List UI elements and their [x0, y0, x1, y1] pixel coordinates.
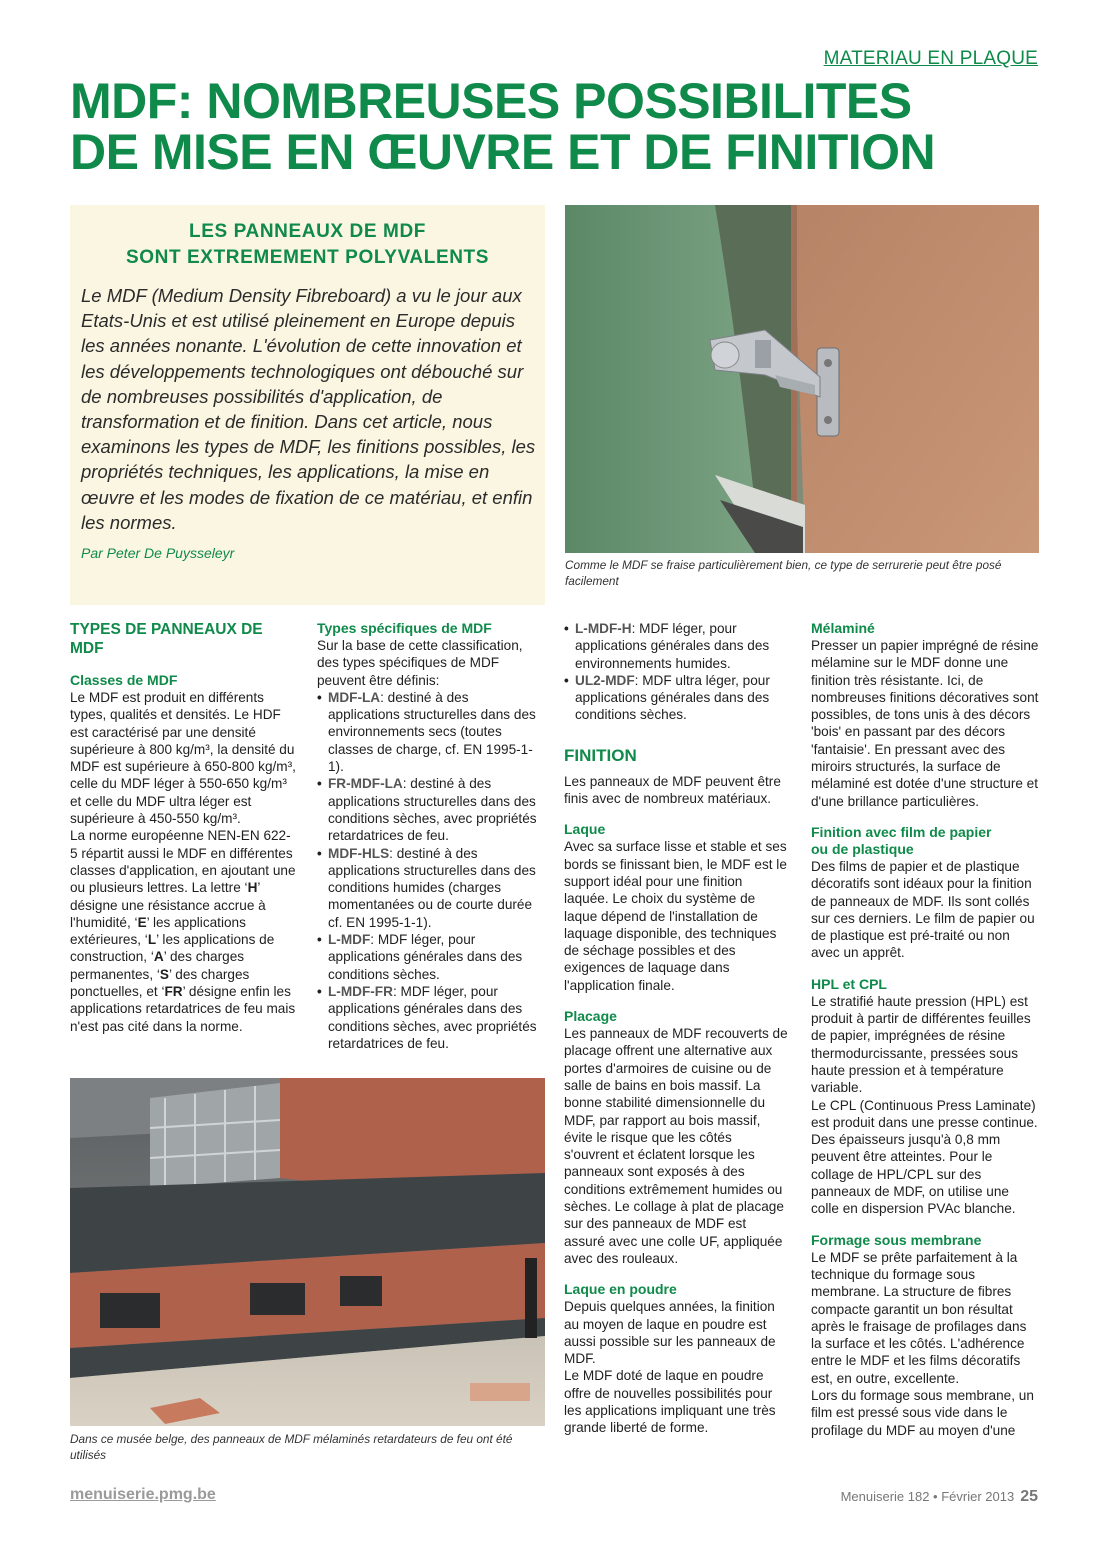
hinge-photo-caption: Comme le MDF se fraise particulièrement bien, ce type de serrurerie peut être posé facilement	[565, 558, 1002, 588]
heading-formage: Formage sous membrane	[811, 1231, 982, 1248]
footer-site-link[interactable]: menuiserie.pmg.be	[70, 1486, 216, 1503]
paragraph-hpl-2: Le CPL (Continuous Press Laminate) est produit dans une presse continue. Des épaisseurs jusqu'à 0,8 mm peuvent être atteintes. Pour le collage de HPL/CPL sur des panneaux de MDF, on utilise une colle en dispersion PVAc blanche.	[811, 1097, 1038, 1217]
intro-text: Le MDF (Medium Density Fibreboard) a vu le jour aux Etats-Unis et est utilisé pleinement en Europe depuis les années nonante. L'évolution de cette innovation et les développements technologiques ont débouché sur de nombreuses possibilités d'application, de transformation et de finition. Dans cet article, nous examinons les types de MDF, les finitions possibles, les propriétés techniques, les applications, la mise en œuvre et les modes de fixation de ce matériau, et enfin les normes.	[81, 285, 536, 533]
museum-photo	[70, 1078, 545, 1426]
section-label: MATERIAU EN PLAQUE	[823, 48, 1038, 69]
column-2	[317, 620, 543, 1052]
list-item: • MDF-LA: destiné à des applications structurelles dans des environnements secs (toutes classes de charge, cf. EN 1995-1-1).	[317, 689, 543, 775]
paragraph-melamine: Presser un papier imprégné de résine mélamine sur le MDF donne une finition très résistante. Ici, de nombreuses finitions décoratives sont possibles, de tons unis à des décors 'bois' en passant par des décors 'fantaisie'. En pressant avec des miroirs structurés, la surface de mélaminé est dotée d'une structure et d'une brillance particulières.	[811, 638, 1039, 809]
heading-hpl-cpl: HPL et CPL	[811, 975, 887, 992]
list-item: • FR-MDF-LA: destiné à des applications structurelles dans des conditions sèches, avec propriétés retardatrices de feu.	[317, 775, 543, 844]
hinge-photo	[565, 205, 1039, 553]
title-line-1: MDF: NOMBREUSES POSSIBILITES	[70, 73, 912, 129]
intro-box	[70, 205, 545, 605]
heading-specific-types: Types spécifiques de MDF	[317, 620, 492, 636]
column-1	[70, 620, 296, 1035]
heading-film: Finition avec film de papier ou de plastique	[811, 823, 992, 857]
heading-melamine: Mélaminé	[811, 620, 875, 636]
paragraph-poudre-1: Depuis quelques années, la finition au moyen de laque en poudre est aussi possible sur les panneaux de MDF.	[564, 1299, 776, 1367]
heading-placage: Placage	[564, 1008, 617, 1025]
paragraph-hpl-1: Le stratifié haute pression (HPL) est produit à partir de différentes feuilles de papier, imprégnées de résine thermodurcissante, pressées sous haute pression et à température variable.	[811, 993, 1031, 1096]
paragraph-formage-1: Le MDF se prête parfaitement à la technique du formage sous membrane. La structure de fibres compacte garantit un bon résultat après le fraisage de profilages dans la surface et les côtés. L'adhérence entre le MDF et les films décoratifs est, en outre, excellente.	[811, 1249, 1027, 1386]
intro-heading-line-1: LES PANNEAUX DE MDF	[189, 221, 426, 242]
footer-issue	[841, 1488, 1038, 1506]
paragraph-laque: Avec sa surface lisse et stable et ses bords se finissant bien, le MDF est le support idéal pour une finition laquée. Le choix du système de laque dépend de l'installation de laquage disponible, des techniques de séchage possibles et des exigences de laquage dans l'application finale.	[564, 839, 787, 993]
paragraph-formage-2: Lors du formage sous membrane, un film est pressé sous vide dans le profilage du MDF au moyen d'une	[811, 1387, 1034, 1438]
list-item: • L-MDF-H: MDF léger, pour applications générales dans des environnements humides.	[564, 620, 790, 672]
paragraph-specific-intro: Sur la base de cette classification, des types spécifiques de MDF peuvent être définis:	[317, 638, 523, 688]
museum-photo-caption: Dans ce musée belge, des panneaux de MDF mélaminés retardateurs de feu ont été utilisés	[70, 1432, 513, 1462]
paragraph-poudre-2: Le MDF doté de laque en poudre offre de nouvelles possibilités pour les applications impliquant une très grande liberté de forme.	[564, 1368, 776, 1436]
heading-types: TYPES DE PANNEAUX DE MDF	[70, 621, 263, 657]
heading-finition: FINITION	[564, 745, 637, 765]
list-item: • L-MDF-FR: MDF léger, pour applications générales dans des conditions sèches, avec propriétés retardatrices de feu.	[317, 983, 543, 1052]
issue-label: Menuiserie 182 • Février 2013	[840, 1489, 1015, 1504]
heading-laque-poudre: Laque en poudre	[564, 1281, 677, 1298]
paragraph-norme: La norme européenne NEN-EN 622-5 répartit aussi le MDF en différentes classes d'application, en ajoutant une ou plusieurs lettres. La lettre ‘H’ désigne une résistance accrue à l'humidité, ‘E’ les applications extérieures, ‘L’ les applications de construction, ‘A’ des charges permanentes, ‘S’ des charges ponctuelles, et ‘FR’ désigne enfin les applications retardatrices de feu mais n'est pas cité dans la norme.	[70, 828, 296, 1034]
intro-heading-line-2: SONT EXTREMEMENT POLYVALENTS	[125, 247, 490, 268]
page-number: 25	[1020, 1488, 1038, 1505]
intro-heading	[70, 219, 545, 271]
paragraph-classes: Le MDF est produit en différents types, qualités et densités. Le HDF est caractérisé par une densité supérieure à 800 kg/m³, la densité du MDF est supérieure à 650-800 kg/m³, celle du MDF léger à 550-650 kg/m³ et celle du MDF ultra léger est supérieure à 450-550 kg/m³.	[70, 690, 296, 827]
heading-classes: Classes de MDF	[70, 672, 178, 688]
page-title	[70, 73, 1030, 180]
column-3	[564, 620, 790, 1437]
author-byline: Par Peter De Puysseleyr	[81, 545, 235, 561]
title-line-2: DE MISE EN ŒUVRE ET DE FINITION	[70, 124, 936, 180]
column-4	[811, 620, 1039, 1439]
list-item: • UL2-MDF: MDF ultra léger, pour applications générales dans des conditions sèches.	[564, 672, 790, 724]
paragraph-finition: Les panneaux de MDF peuvent être finis avec de nombreux matériaux.	[564, 773, 781, 807]
paragraph-film: Des films de papier et de plastique décoratifs sont idéaux pour la finition de panneaux de MDF. Ils sont collés sur ces derniers. Le film de papier ou de plastique est pré-traité ou non avec un apprêt.	[811, 858, 1035, 961]
heading-laque: Laque	[564, 821, 606, 838]
list-item: • L-MDF: MDF léger, pour applications générales dans des conditions sèches.	[317, 931, 543, 983]
list-item: • MDF-HLS: destiné à des applications structurelles dans des conditions humides (charges momentanées ou de courte durée cf. EN 1995-1-1).	[317, 845, 543, 931]
paragraph-placage: Les panneaux de MDF recouverts de placage offrent une alternative aux portes d'armoires de cuisine ou de salle de bains en bois massif. La bonne stabilité dimensionnelle du MDF, par rapport au bois massif, évite le risque que les côtés s'ouvrent et éclatent lorsque les panneaux sont exposés à des conditions extrêmement humides ou sèches. Le collage à plat de placage sur des panneaux de MDF est assuré avec une colle UF, appliquée avec des rouleaux.	[564, 1026, 788, 1266]
